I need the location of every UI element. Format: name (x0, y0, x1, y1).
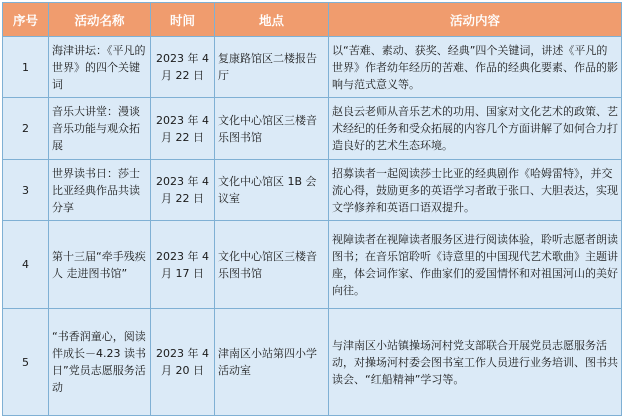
cell-content: 与津南区小站镇操场河村党支部联合开展党员志愿服务活动，对操场河村委会图书室工作人员进行业务培训、图书共读会、“红船精神”学习等。 (329, 309, 622, 416)
cell-place: 文化中心馆区 1B 会议室 (215, 160, 329, 221)
header-place: 地点 (215, 3, 329, 37)
cell-name: 音乐大讲堂：漫谈音乐功能与观众拓展 (49, 98, 151, 160)
header-no: 序号 (3, 3, 49, 37)
table-row (3, 309, 622, 416)
cell-no: 5 (3, 309, 49, 416)
activity-table (2, 2, 622, 416)
cell-date: 2023 年 4 月 17 日 (151, 221, 215, 309)
cell-date: 2023 年 4 月 20 日 (151, 309, 215, 416)
cell-name: “书香润童心，阅读伴成长－4.23 读书日”党员志愿服务活动 (49, 309, 151, 416)
cell-no: 3 (3, 160, 49, 221)
table-row (3, 160, 622, 221)
cell-place: 文化中心馆区三楼音乐图书馆 (215, 98, 329, 160)
cell-content: 招募读者一起阅读莎士比亚的经典剧作《哈姆雷特》，并交流心得，鼓励更多的英语学习者敢于张口、大胆表达，实现文学修养和英语口语双提升。 (329, 160, 622, 221)
cell-place: 津南区小站第四小学活动室 (215, 309, 329, 416)
header-content: 活动内容 (329, 3, 622, 37)
cell-no: 2 (3, 98, 49, 160)
table-row (3, 37, 622, 98)
cell-no: 1 (3, 37, 49, 98)
header-name: 活动名称 (49, 3, 151, 37)
table-body (3, 37, 622, 416)
cell-no: 4 (3, 221, 49, 309)
activity-table-container (2, 2, 621, 416)
cell-name: 第十三届“牵手残疾人 走进图书馆” (49, 221, 151, 309)
table-row (3, 98, 622, 160)
cell-name: 海津讲坛：《平凡的世界》的四个关键词 (49, 37, 151, 98)
header-date: 时间 (151, 3, 215, 37)
cell-date: 2023 年 4 月 22 日 (151, 98, 215, 160)
cell-place: 复康路馆区二楼报告厅 (215, 37, 329, 98)
cell-content: 以“苦难、素动、获奖、经典”四个关键词，讲述《平凡的世界》作者幼年经历的苦难、作品的经典化要素、作品的影响与范式意义等。 (329, 37, 622, 98)
cell-date: 2023 年 4 月 22 日 (151, 37, 215, 98)
cell-name: 世界读书日：莎士比亚经典作品共读分享 (49, 160, 151, 221)
table-row (3, 221, 622, 309)
table-header (3, 3, 622, 37)
cell-date: 2023 年 4 月 22 日 (151, 160, 215, 221)
cell-place: 文化中心馆区三楼音乐图书馆 (215, 221, 329, 309)
cell-content: 赵良云老师从音乐艺术的功用、国家对文化艺术的政策、艺术经纪的任务和受众拓展的内容几个方面讲解了如何合力打造良好的艺术生态环境。 (329, 98, 622, 160)
header-row (3, 3, 622, 37)
cell-content: 视障读者在视障读者服务区进行阅读体验，聆听志愿者朗读图书；在音乐馆聆听《诗意里的中国现代艺术歌曲》主题讲座，体会词作家、作曲家们的爱国情怀和对祖国河山的美好向往。 (329, 221, 622, 309)
